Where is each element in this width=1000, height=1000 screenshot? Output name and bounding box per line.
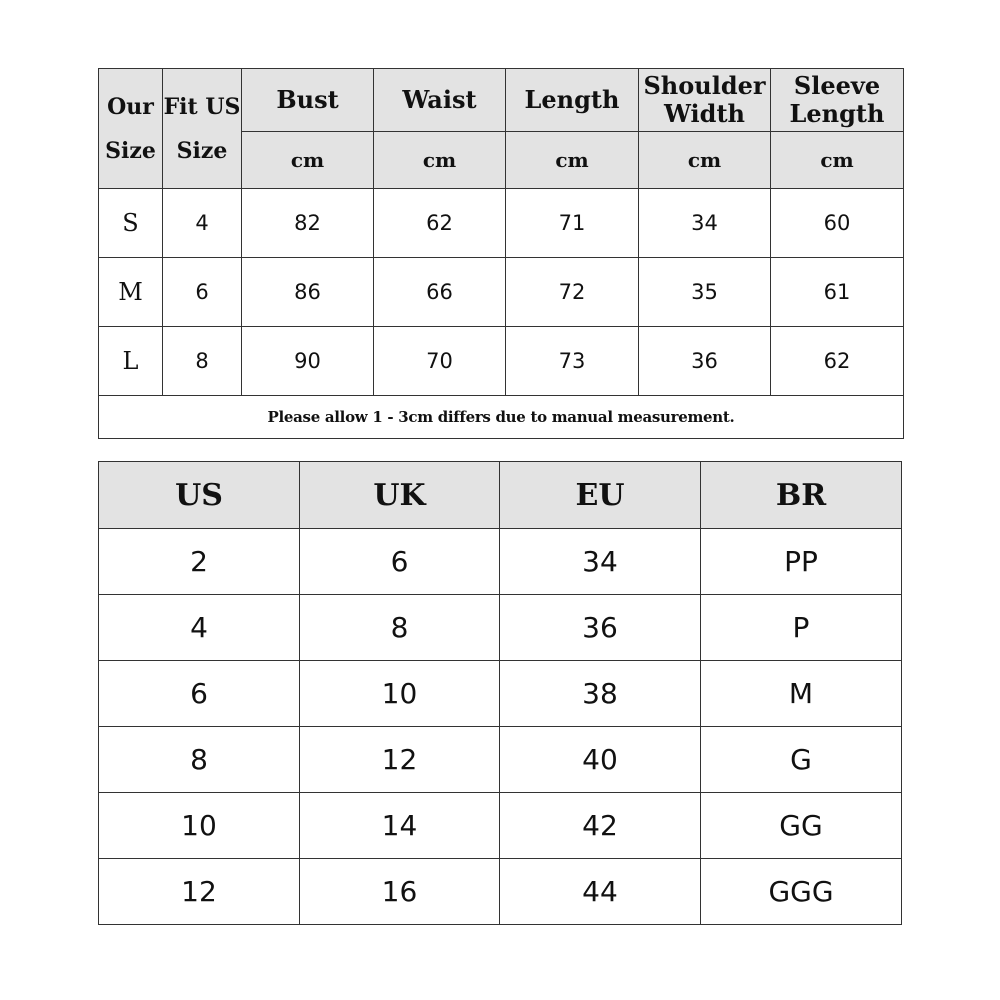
header-us: US: [99, 462, 300, 529]
cell-br: GGG: [701, 859, 902, 925]
cell-our-size: L: [99, 327, 163, 396]
cell-us: 12: [99, 859, 300, 925]
unit-waist: cm: [374, 132, 506, 189]
cell-uk: 16: [300, 859, 500, 925]
table-row: [99, 327, 904, 396]
table-row: [99, 595, 902, 661]
cell-waist: 70: [374, 327, 506, 396]
measurement-note: Please allow 1 - 3cm differs due to manual measurement.: [99, 396, 904, 439]
conversion-header-row: [99, 462, 902, 529]
cell-uk: 10: [300, 661, 500, 727]
header-bust: Bust: [242, 69, 374, 132]
cell-br: G: [701, 727, 902, 793]
header-sleeve-line1: Sleeve: [793, 71, 881, 100]
header-shoulder-line1: Shoulder: [643, 71, 766, 100]
unit-shoulder: cm: [639, 132, 771, 189]
unit-length: cm: [506, 132, 639, 189]
cell-sleeve: 62: [771, 327, 904, 396]
cell-eu: 36: [500, 595, 701, 661]
table-row: [99, 727, 902, 793]
cell-eu: 44: [500, 859, 701, 925]
header-fit-us-line2: Size: [176, 137, 228, 164]
cell-bust: 90: [242, 327, 374, 396]
cell-eu: 34: [500, 529, 701, 595]
cell-fit-us: 6: [163, 258, 242, 327]
unit-bust: cm: [242, 132, 374, 189]
cell-br: GG: [701, 793, 902, 859]
cell-br: P: [701, 595, 902, 661]
header-shoulder-width: [639, 69, 771, 132]
cell-length: 72: [506, 258, 639, 327]
cell-our-size: S: [99, 189, 163, 258]
cell-shoulder: 36: [639, 327, 771, 396]
cell-waist: 62: [374, 189, 506, 258]
cell-uk: 12: [300, 727, 500, 793]
cell-us: 10: [99, 793, 300, 859]
cell-sleeve: 61: [771, 258, 904, 327]
cell-eu: 42: [500, 793, 701, 859]
cell-shoulder: 35: [639, 258, 771, 327]
header-sleeve-line2: Length: [789, 99, 885, 128]
cell-shoulder: 34: [639, 189, 771, 258]
cell-waist: 66: [374, 258, 506, 327]
cell-eu: 40: [500, 727, 701, 793]
cell-length: 73: [506, 327, 639, 396]
cell-our-size: M: [99, 258, 163, 327]
table-row: [99, 258, 904, 327]
cell-fit-us: 8: [163, 327, 242, 396]
cell-bust: 86: [242, 258, 374, 327]
size-chart-header-row: [99, 69, 904, 132]
cell-br: M: [701, 661, 902, 727]
cell-us: 8: [99, 727, 300, 793]
header-shoulder-line2: Width: [664, 99, 745, 128]
cell-us: 4: [99, 595, 300, 661]
cell-bust: 82: [242, 189, 374, 258]
size-chart-table: [98, 68, 904, 439]
cell-eu: 38: [500, 661, 701, 727]
header-length: Length: [506, 69, 639, 132]
header-fit-us-line1: Fit US: [163, 93, 241, 120]
table-row: [99, 189, 904, 258]
unit-sleeve: cm: [771, 132, 904, 189]
cell-uk: 6: [300, 529, 500, 595]
header-sleeve-length: [771, 69, 904, 132]
table-row: [99, 793, 902, 859]
cell-uk: 14: [300, 793, 500, 859]
table-row: [99, 661, 902, 727]
header-uk: UK: [300, 462, 500, 529]
header-br: BR: [701, 462, 902, 529]
header-fit-us-size: [163, 69, 242, 189]
cell-br: PP: [701, 529, 902, 595]
cell-sleeve: 60: [771, 189, 904, 258]
cell-length: 71: [506, 189, 639, 258]
cell-us: 2: [99, 529, 300, 595]
header-waist: Waist: [374, 69, 506, 132]
table-row: [99, 859, 902, 925]
table-row: [99, 529, 902, 595]
cell-fit-us: 4: [163, 189, 242, 258]
cell-uk: 8: [300, 595, 500, 661]
cell-us: 6: [99, 661, 300, 727]
size-chart-note-row: [99, 396, 904, 439]
header-eu: EU: [500, 462, 701, 529]
header-our-size-line1: Our: [107, 93, 154, 120]
size-conversion-table: [98, 461, 902, 925]
header-our-size: [99, 69, 163, 189]
header-our-size-line2: Size: [105, 137, 156, 164]
